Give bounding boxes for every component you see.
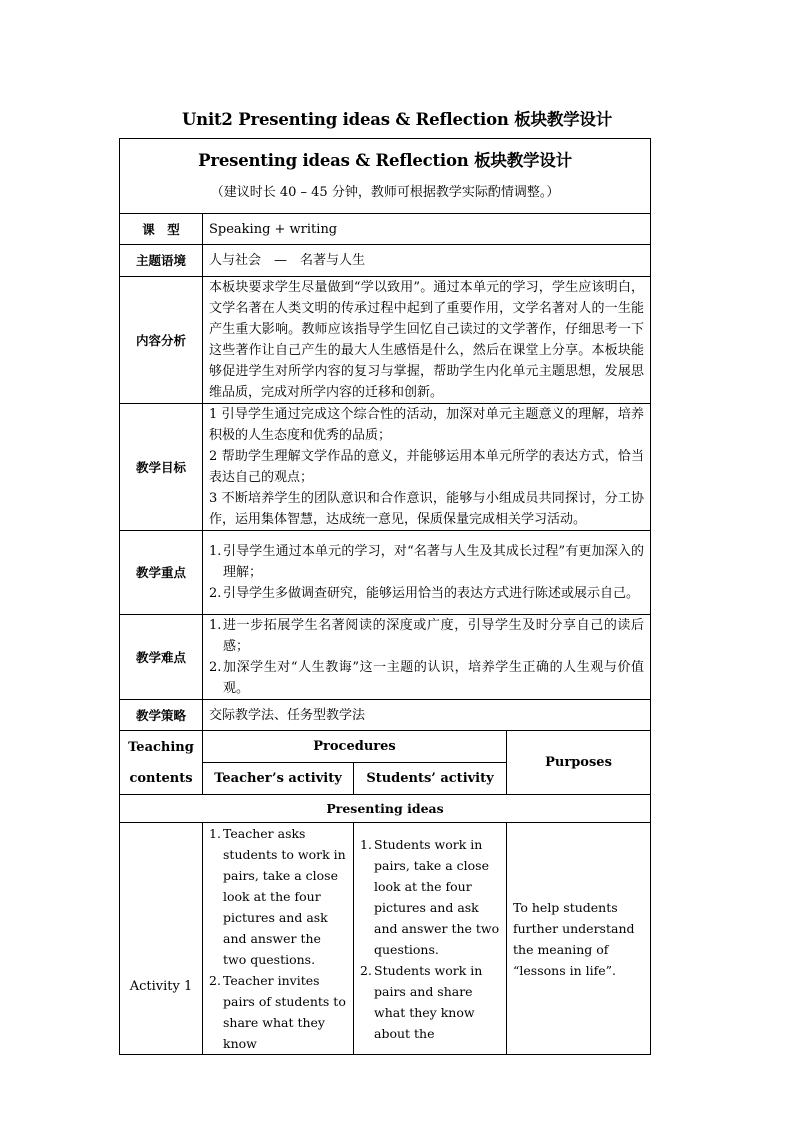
box-header-row <box>120 139 651 214</box>
document-title: Unit2 Presenting ideas & Reflection 板块教学设计 <box>181 110 613 129</box>
difficult-point-item <box>209 657 644 699</box>
key-points-label: 教学重点 <box>120 531 203 615</box>
strategy-value: 交际教学法、任务型教学法 <box>203 700 651 731</box>
item-text: 引导学生多做调查研究，能够运用恰当的表达方式进行陈述或展示自己。 <box>223 586 640 601</box>
content-analysis-value: 本板块要求学生尽量做到“学以致用”。通过本单元的学习，学生应该明白，文学名著在人类文明的传承过程中起到了重要作用，文学名著对人的一生能产生重大影响。教师应该指导学生回忆自己读过的文学著作，仔细思考一下这些著作让自己产生的最大人生感悟是什么，然后在课堂上分享。本板块能够促进学生对所学内容的复习与掌握，帮助学生内化单元主题思想，发展思维品质，完成对所学内容的迁移和创新。 <box>203 277 651 404</box>
box-header-cell <box>120 139 651 214</box>
difficult-points-cell <box>203 615 651 700</box>
step-text: Teacher asks students to work in pairs, take a close look at the four pictures and ask and answer the two questions. <box>223 826 346 967</box>
item-number: 2. <box>209 660 222 675</box>
key-point-item <box>209 541 644 583</box>
teaching-contents-line2: contents <box>129 770 193 786</box>
key-points-cell <box>203 531 651 615</box>
section-row <box>120 795 651 823</box>
purpose-cell: To help students further understand the meaning of “lessons in life”. <box>507 823 651 1055</box>
purposes-header: Purposes <box>507 731 651 795</box>
teaching-contents-line1: Teaching <box>128 739 194 755</box>
item-text: 加深学生对“人生教诲”这一主题的认识，培养学生正确的人生观与价值观。 <box>223 660 645 696</box>
item-number: 2. <box>209 586 222 601</box>
course-type-label: 课 型 <box>120 214 203 245</box>
key-point-item <box>209 583 644 604</box>
step-number: 2. <box>209 973 221 988</box>
item-text: 引导学生通过本单元的学习，对“名著与人生及其成长过程”有更加深入的理解； <box>223 544 645 580</box>
section-title: Presenting ideas <box>120 795 651 823</box>
strategy-label: 教学策略 <box>120 700 203 731</box>
activity-label: Activity 1 <box>120 823 203 1055</box>
students-step <box>360 960 500 1044</box>
students-step <box>360 834 500 960</box>
goal-item: 2 帮助学生理解文学作品的意义，并能够运用本单元所学的表达方式，恰当表达自己的观点； <box>209 449 645 485</box>
procedures-header: Procedures <box>203 731 507 763</box>
step-number: 1. <box>209 826 221 841</box>
theme-value: 人与社会 — 名著与人生 <box>203 245 651 277</box>
procedures-header-row <box>120 731 651 763</box>
step-text: Students work in pairs, take a close look at the four pictures and ask and answer the two questions. <box>374 836 500 957</box>
key-points-row <box>120 531 651 615</box>
step-text: Students work in pairs and share what they know about the <box>374 962 483 1041</box>
lesson-plan-table <box>119 138 651 1055</box>
box-title: Presenting ideas & Reflection 板块教学设计 <box>198 151 572 170</box>
theme-row <box>120 245 651 277</box>
course-type-value: Speaking + writing <box>203 214 651 245</box>
difficult-points-label: 教学难点 <box>120 615 203 700</box>
teaching-goals-label: 教学目标 <box>120 404 203 531</box>
goal-item: 1 引导学生通过完成这个综合性的活动，加深对单元主题意义的理解，培养积极的人生态度和优秀的品质； <box>209 407 645 443</box>
goal-item: 3 不断培养学生的团队意识和合作意识，能够与小组成员共同探讨，分工协作，运用集体智慧，达成统一意见，保质保量完成相关学习活动。 <box>209 491 645 527</box>
teaching-goals-row <box>120 404 651 531</box>
teacher-activity-cell <box>203 823 354 1055</box>
content-analysis-label: 内容分析 <box>120 277 203 404</box>
duration-note: （建议时长 40 – 45 分钟，教师可根据教学实际酌情调整。） <box>210 185 560 200</box>
theme-label: 主题语境 <box>120 245 203 277</box>
teacher-step <box>209 970 347 1054</box>
course-type-row <box>120 214 651 245</box>
teacher-activity-header: Teacher’s activity <box>203 763 354 795</box>
activity-row <box>120 823 651 1055</box>
step-text: Teacher invites pairs of students to share what they know <box>223 973 346 1051</box>
teacher-step <box>209 823 347 970</box>
students-activity-header: Students’ activity <box>354 763 507 795</box>
item-number: 1. <box>209 544 222 559</box>
content-analysis-row <box>120 277 651 404</box>
step-number: 2. <box>360 962 372 978</box>
strategy-row <box>120 700 651 731</box>
difficult-point-item <box>209 615 644 657</box>
difficult-points-row <box>120 615 651 700</box>
teaching-contents-header <box>120 731 203 795</box>
teaching-goals-cell <box>203 404 651 531</box>
item-number: 1. <box>209 618 222 633</box>
item-text: 进一步拓展学生名著阅读的深度或广度，引导学生及时分享自己的读后感； <box>223 618 645 654</box>
step-number: 1. <box>360 836 372 852</box>
students-activity-cell <box>354 823 507 1055</box>
